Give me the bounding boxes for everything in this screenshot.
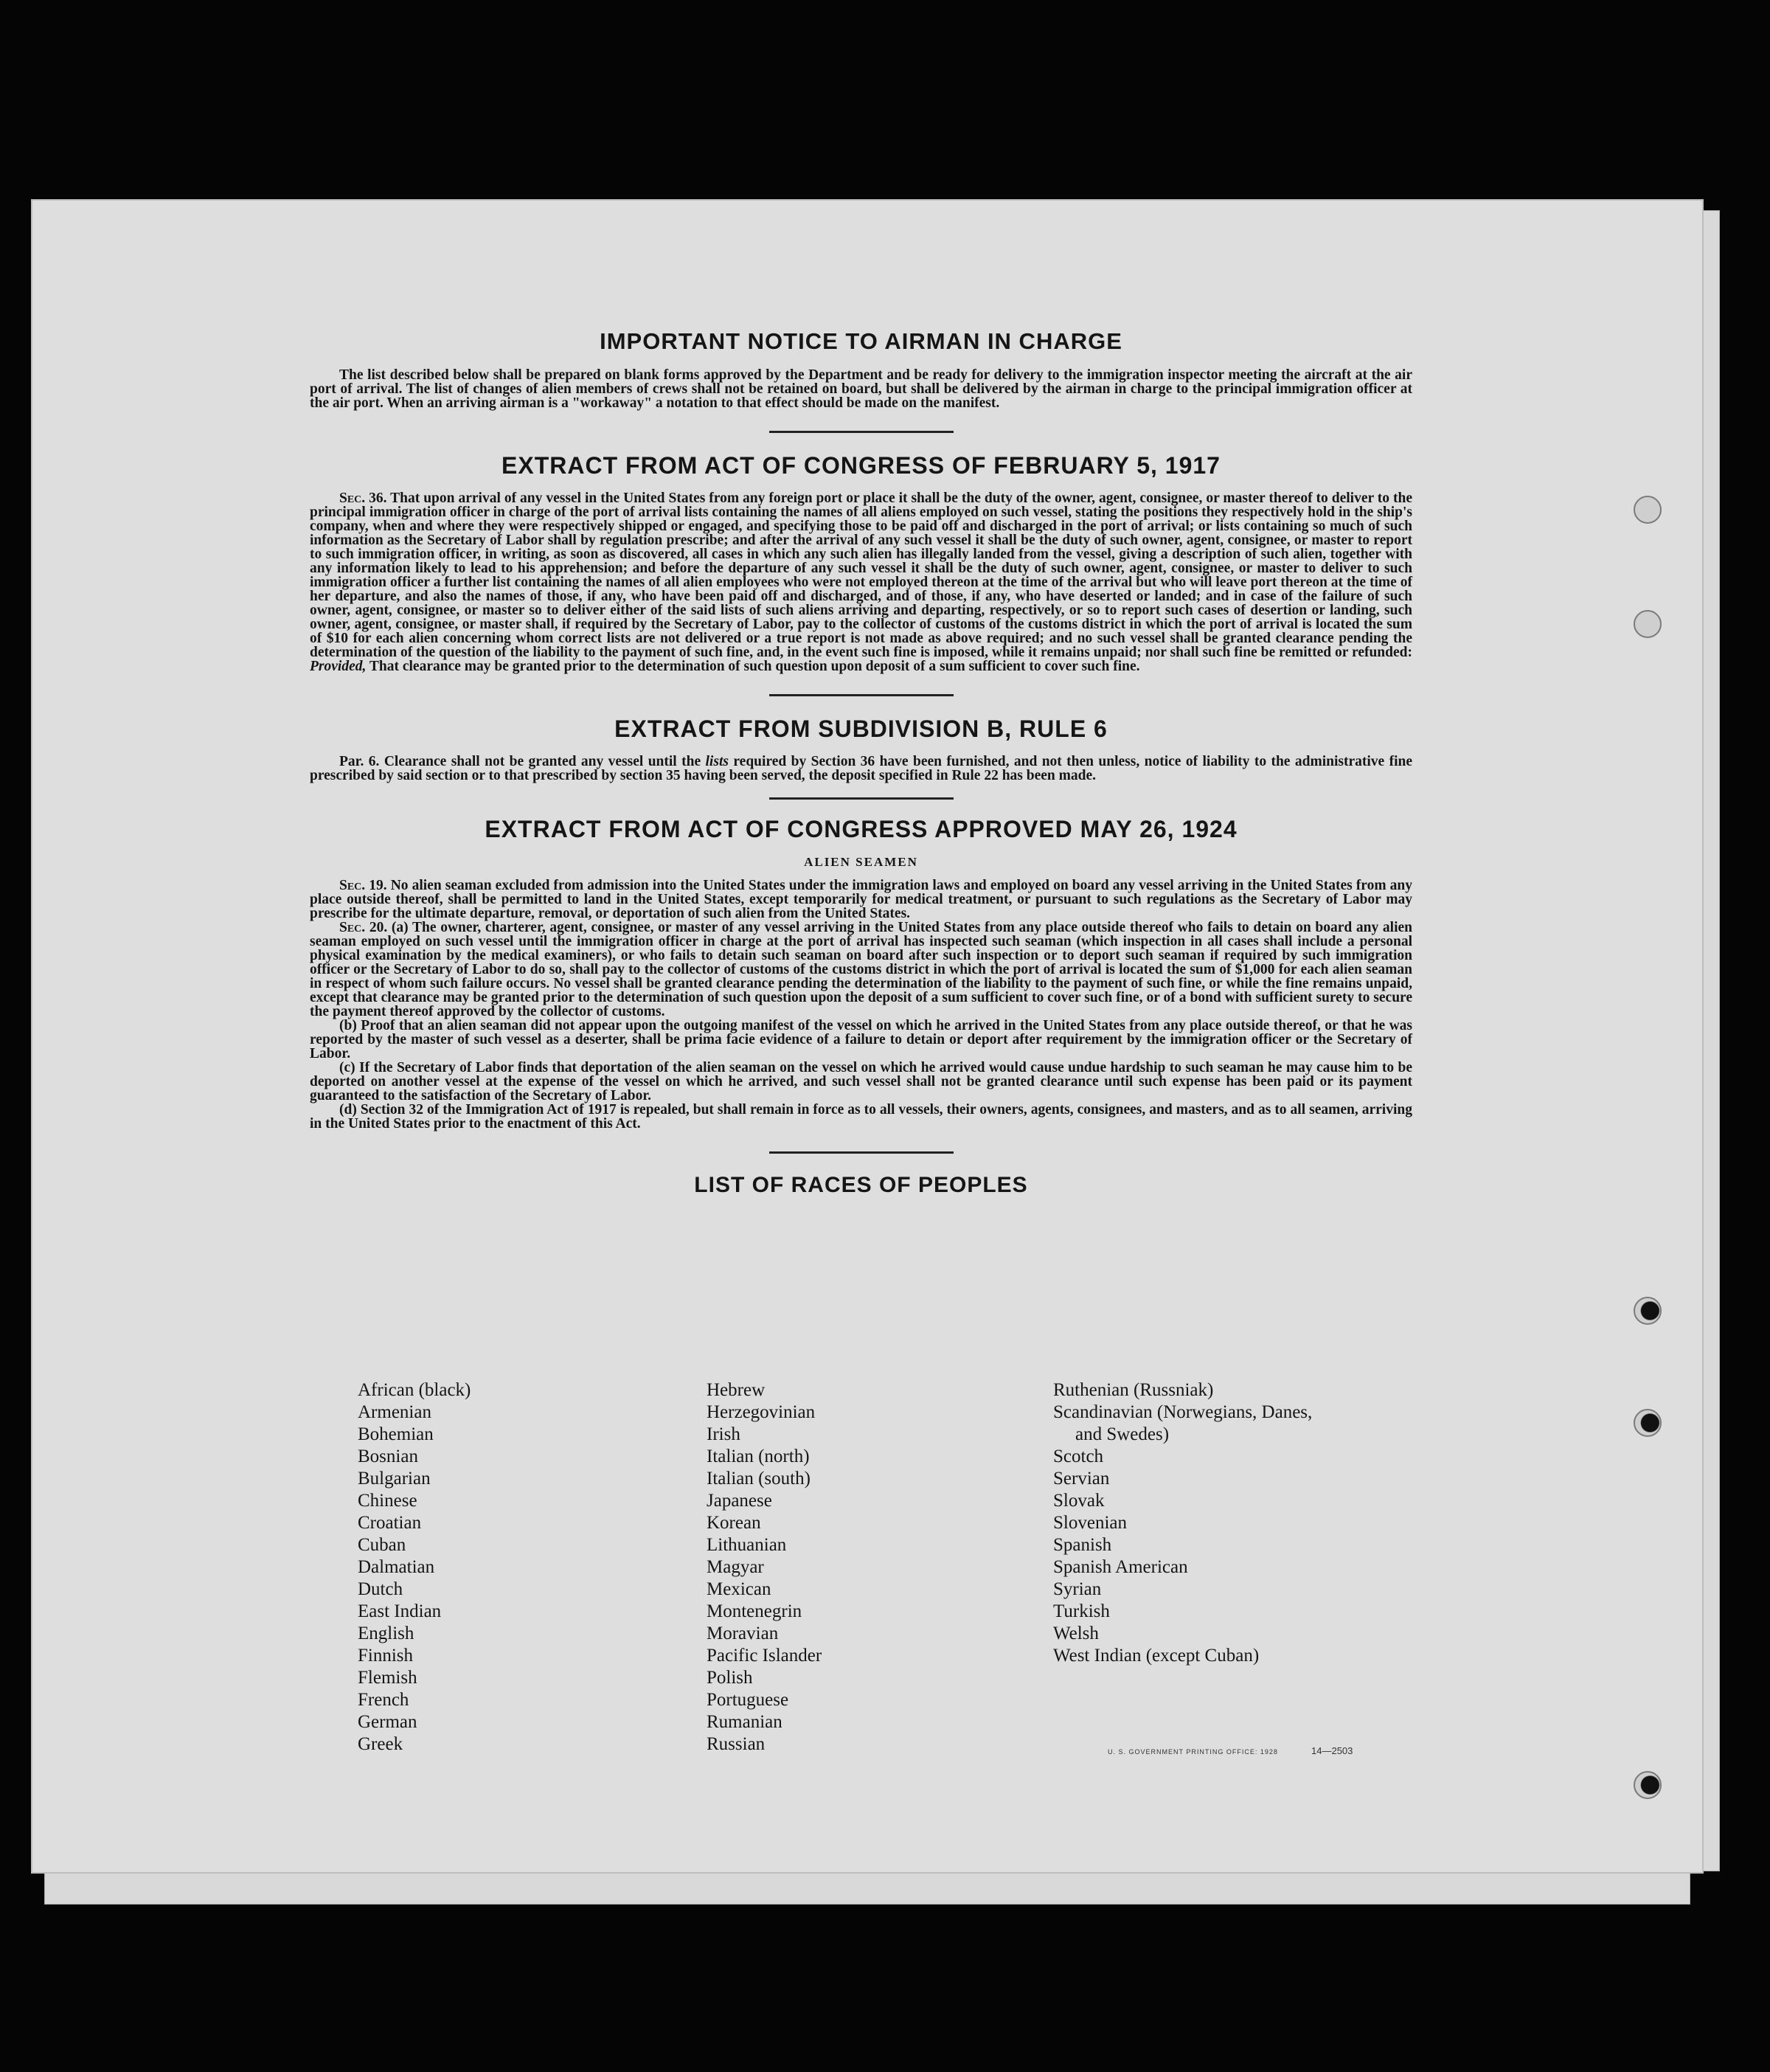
race-item: Bosnian xyxy=(358,1446,418,1466)
punch-hole xyxy=(1634,1409,1662,1437)
section-label: Sec. 20. xyxy=(339,920,388,935)
divider xyxy=(769,694,954,696)
section-label: Sec. 36. xyxy=(339,491,387,506)
rule-6-text-b: required by Section 36 have been furnished, and not then unless, notice of liability to the administrative fine prescribed by said section or to that prescribed by section 35 having been served, the deposit specified in Rule 22 has been made. xyxy=(310,754,1412,783)
printer-imprint: U. S. GOVERNMENT PRINTING OFFICE: 1928 xyxy=(1108,1748,1278,1756)
race-item: English xyxy=(358,1624,414,1643)
sec-19-body xyxy=(310,879,1412,921)
punch-hole xyxy=(1634,1771,1662,1799)
notice-title: IMPORTANT NOTICE TO AIRMAN IN CHARGE xyxy=(600,328,1122,354)
punch-hole xyxy=(1634,610,1662,638)
punch-hole xyxy=(1634,1297,1662,1325)
sec-19-text: No alien seaman excluded from admission into the United States under the immigration laws and employed on board any vessel arriving in the United States from any place outside thereof, shall be permitted to land in the United States, except temporarily for medical treatment, or pursuant to such regulations as the Secretary of Labor may prescribe for the ultimate departure, removal, or deportation of such alien from the United States. xyxy=(310,878,1413,921)
race-item xyxy=(1053,1401,1312,1446)
race-item: African (black) xyxy=(358,1380,471,1400)
sec-20b-body: (b) Proof that an alien seaman did not appear upon the outgoing manifest of the vessel on which he arrived in the United States from any place outside thereof, or that he was reported by the master of such vessel as a deserter, shall be prima facie evidence of a failure to detain or deport after requirement by the immigration officer or the Secretary of Labor. xyxy=(310,1018,1412,1061)
race-item: Montenegrin xyxy=(707,1601,802,1621)
race-item-continuation: and Swedes) xyxy=(1075,1424,1170,1444)
races-column-3 xyxy=(1053,1379,1312,1667)
races-column-3-rest xyxy=(1053,1446,1312,1667)
rule-6-title: EXTRACT FROM SUBDIVISION B, RULE 6 xyxy=(614,716,1108,742)
race-item: French xyxy=(358,1690,409,1710)
alien-seamen-subtitle: ALIEN SEAMEN xyxy=(804,855,918,869)
race-item: Mexican xyxy=(707,1579,771,1599)
divider xyxy=(769,431,954,433)
races-column-2 xyxy=(707,1379,822,1756)
race-item: Spanish American xyxy=(1053,1557,1188,1577)
race-item: Italian (south) xyxy=(707,1469,811,1489)
race-item: Lithuanian xyxy=(707,1535,787,1555)
race-item: Servian xyxy=(1053,1469,1110,1489)
race-item: Pacific Islander xyxy=(707,1646,822,1666)
lists-word: lists xyxy=(705,754,729,769)
race-item: Dalmatian xyxy=(358,1557,435,1577)
race-item: Moravian xyxy=(707,1624,779,1643)
act-1917-text-b: That clearance may be granted prior to the determination of such question upon deposit of a sum sufficient to cover such fine. xyxy=(369,659,1140,674)
race-item: Japanese xyxy=(707,1491,772,1511)
form-number: 14—2503 xyxy=(1311,1745,1353,1756)
notice-body: The list described below shall be prepared on blank forms approved by the Department and be ready for delivery to the immigration inspector meeting the aircraft at the air port of arrival. The list of changes of alien members of crews shall not be retained on board, but shall be delivered by the airman in charge to the principal immigration officer at the air port. When an arriving airman is a "workaway" a notation to that effect should be made on the manifest. xyxy=(310,367,1412,411)
race-item: Flemish xyxy=(358,1668,417,1688)
act-1917-text-a: That upon arrival of any vessel in the United States from any foreign port or place it shall be the duty of the owner, agent, consignee, or master thereof to deliver to the principal immigration officer in charge of the port of arrival lists containing the names of all aliens employed on such vessel, stating the positions they respectively hold in the ship's company, when and where they were respectively shipped or engaged, and specifying those to be paid off and discharged in the port of arrival; or lists containing so much of such information as the Secretary of Labor shall by regulation prescribe; and after the arrival of any such vessel it shall be the duty of such owner, agent, consignee, or master to report to such immigration officer, in writing, as soon as discovered, all cases in which any such alien has illegally landed from the vessel, giving a description of such alien, together with any information likely to lead to his apprehension; and before the departure of any such vessel it shall be the duty of such owner, agent, consignee, or master to deliver to such immigration officer a further list containing the names of all alien employees who were not employed thereon at the time of the arrival but who will leave port thereon at the time of her departure, and also the names of those, if any, who have been paid off and discharged, and of those, if any, who have deserted or landed; and in case of the failure of such owner, agent, consignee, or master so to deliver either of the said lists of such aliens arriving and departing, respectively, or so to report such cases of desertion or landing, such owner, agent, consignee, or master shall, if required by the Secretary of Labor, pay to the collector of customs of the customs district in which the port of arrival is located the sum of $10 for each alien concerning whom correct lists are not delivered or a true report is not made as above required; and no such vessel shall be granted clearance pending the determination of the question of the liability to the payment of such fine, and, in the event such fine is imposed, while it remains unpaid; nor shall such fine be remitted or refunded: xyxy=(310,491,1412,660)
divider xyxy=(769,1151,954,1154)
race-item: Herzegovinian xyxy=(707,1402,816,1422)
race-item: Armenian xyxy=(358,1402,431,1422)
race-item: Cuban xyxy=(358,1535,406,1555)
race-item: German xyxy=(358,1712,417,1732)
race-item: Bohemian xyxy=(358,1424,434,1444)
race-item: Spanish xyxy=(1053,1535,1112,1555)
section-label: Sec. 19. xyxy=(339,878,387,893)
race-item: Finnish xyxy=(358,1646,414,1666)
race-item: Slovenian xyxy=(1053,1513,1127,1533)
race-item: Slovak xyxy=(1053,1491,1105,1511)
sec-20c-body: (c) If the Secretary of Labor finds that deportation of the alien seaman on the vessel on which he arrived would cause undue hardship to such seaman he may cause him to be deported on another vessel at the expense of the vessel on which he arrived, and such vessel shall not be granted clearance until such expense has been paid or its payment guaranteed to the satisfaction of the Secretary of Labor. xyxy=(310,1060,1412,1103)
race-item: Welsh xyxy=(1053,1624,1099,1643)
sec-20a-text: (a) The owner, charterer, agent, consignee, or master of any vessel arriving in the United States from any place outside thereof who fails to detain on board any alien seaman employed on such vessel until the immigration officer in charge at the port of arrival has inspected such seaman (which inspection in all cases shall include a personal physical examination by the medical examiners), or who fails to detain such seaman on board after such inspection or to deport such seaman if required by such immigration officer or the Secretary of Labor to do so, shall pay to the collector of customs of the customs district in which the port of arrival is located the sum of $1,000 for each alien seaman in respect of whom such failure occurs. No vessel shall be granted clearance pending the determination of the liability to the payment of such fine, or while the fine remains unpaid, except that clearance may be granted prior to the determination of such question upon the deposit of a sum sufficient to cover such fine, or of a bond with sufficient surety to secure the payment thereof approved by the collector of customs. xyxy=(310,920,1412,1019)
race-item: Irish xyxy=(707,1424,740,1444)
race-item: Korean xyxy=(707,1513,761,1533)
race-item: Ruthenian (Russniak) xyxy=(1053,1380,1214,1400)
punch-hole xyxy=(1634,496,1662,524)
races-title: LIST OF RACES OF PEOPLES xyxy=(694,1173,1028,1197)
race-item: Russian xyxy=(707,1734,766,1754)
rule-6-text-a: Par. 6. Clearance shall not be granted any vessel until the xyxy=(339,754,701,769)
race-item: Chinese xyxy=(358,1491,417,1511)
race-item: Portuguese xyxy=(707,1690,789,1710)
document-content xyxy=(310,328,1412,1210)
race-item: East Indian xyxy=(358,1601,442,1621)
race-item: Dutch xyxy=(358,1579,403,1599)
race-item: Scotch xyxy=(1053,1446,1104,1466)
race-item: Rumanian xyxy=(707,1712,782,1732)
race-item-text: Scandinavian (Norwegians, Danes, xyxy=(1053,1402,1313,1422)
race-item: Magyar xyxy=(707,1557,764,1577)
race-item: Polish xyxy=(707,1668,753,1688)
provided-word: Provided, xyxy=(310,659,367,674)
race-item: Croatian xyxy=(358,1513,422,1533)
divider xyxy=(769,797,954,800)
rule-6-body xyxy=(310,755,1412,783)
race-item: Syrian xyxy=(1053,1579,1102,1599)
sec-20a-body xyxy=(310,921,1412,1019)
race-item: Bulgarian xyxy=(358,1469,431,1489)
race-item: Greek xyxy=(358,1734,403,1754)
sec-20d-body: (d) Section 32 of the Immigration Act of 1917 is repealed, but shall remain in force as to all vessels, their owners, agents, consignees, and masters, and as to all seamen, arriving in the United States prior to the enactment of this Act. xyxy=(310,1102,1412,1132)
act-1917-body xyxy=(310,491,1412,673)
race-item: Italian (north) xyxy=(707,1446,810,1466)
race-item: Turkish xyxy=(1053,1601,1110,1621)
races-column-1 xyxy=(358,1379,471,1756)
race-item: West Indian (except Cuban) xyxy=(1053,1646,1260,1666)
act-1917-title: EXTRACT FROM ACT OF CONGRESS OF FEBRUARY 5, 1917 xyxy=(502,452,1221,479)
act-1924-title: EXTRACT FROM ACT OF CONGRESS APPROVED MAY 26, 1924 xyxy=(485,816,1238,842)
race-item: Hebrew xyxy=(707,1380,766,1400)
